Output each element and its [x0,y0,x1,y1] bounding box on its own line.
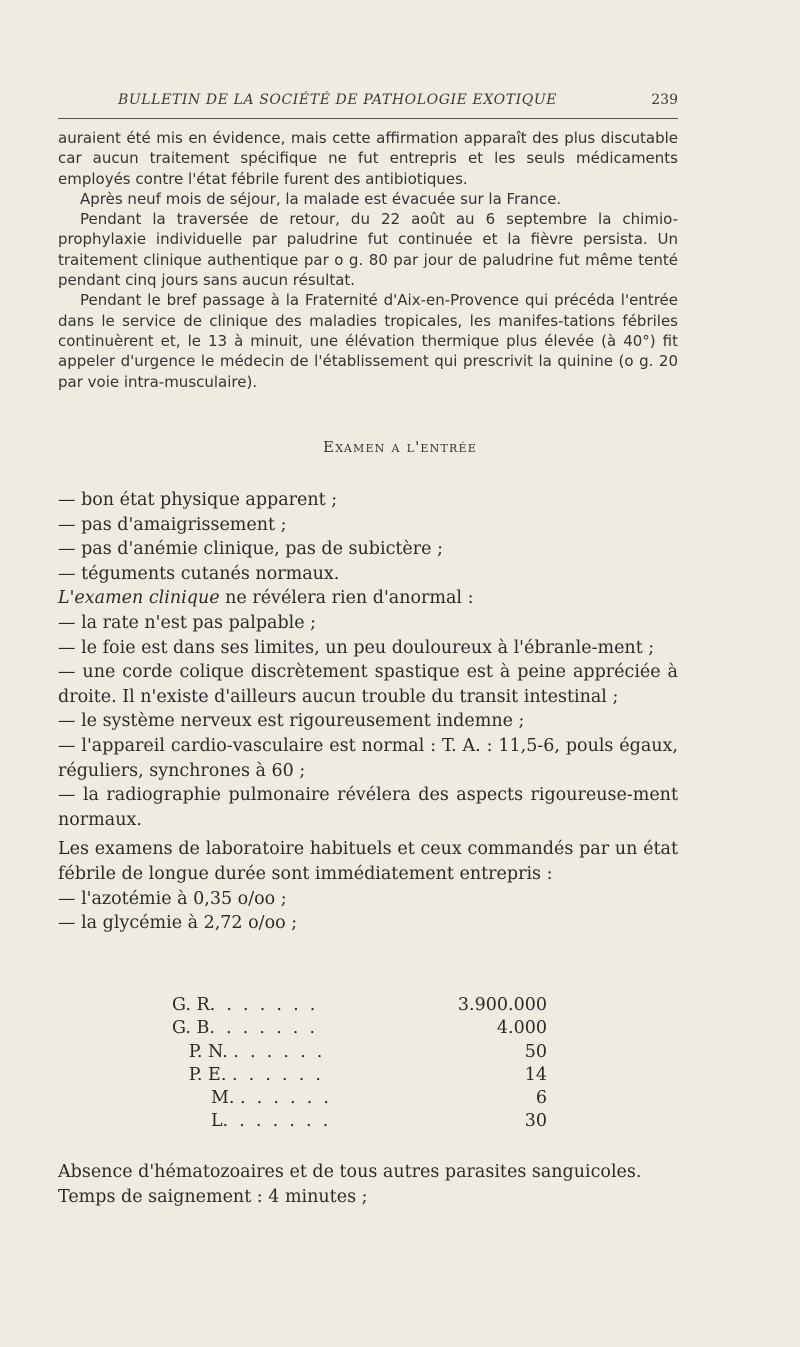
list-item: — la rate n'est pas palpable ; [58,612,317,633]
list-item: — téguments cutanés normaux. [58,563,340,584]
paragraph: Les examens de laboratoire habituels et ceux commandés par un état fébrile de longue durée sont immédiatement entrepris : [58,839,678,884]
table-row [172,1042,572,1065]
list-item: — l'azotémie à 0,35 o/oo ; [58,888,287,909]
table-row [172,995,572,1018]
row-label: L. . . . . . . [172,1111,329,1132]
paragraph: Temps de saignement : 4 minutes ; [58,1187,368,1207]
blood-count-table [172,995,572,1135]
table-row [172,1065,572,1088]
paragraph: Absence d'hématozoaires et de tous autres parasites sanguicoles. [58,1162,642,1182]
list-item: — le système nerveux est rigoureusement indemne ; [58,711,525,732]
row-label: G. R. . . . . . . [172,995,316,1015]
row-value: 50 [524,1041,547,1062]
paragraph: auraient été mis en évidence, mais cette affirmation apparaît des plus discutable car aucun traitement spécifique ne fut entrepris et les seuls médicaments employés contre l'état fébrile furent des antibiotiques. [58,129,678,188]
paragraph: Pendant la traversée de retour, du 22 août au 6 septembre la chimio-prophylaxie individuelle par paludrine fut continuée et la fièvre persista. Un traitement clinique authentique par o g. 80 par jour de paludrine fut même tenté pendant cinq jours sans aucun résultat. [58,210,678,290]
row-label: M. . . . . . . [172,1088,329,1109]
table-row [172,1111,572,1134]
list-item: — la glycémie à 2,72 o/oo ; [58,913,298,934]
row-label: G. B. . . . . . . [172,1018,316,1039]
table-row [172,1018,572,1041]
page-number: 239 [651,92,678,108]
section-heading: Examen a l'entrée [323,438,477,456]
list-item: — une corde colique discrètement spastique est à peine appréciée à droite. Il n'existe d'ailleurs aucun trouble du transit intestinal ; [58,662,678,707]
row-value: 30 [524,1111,547,1132]
row-value: 3.900.000 [457,995,547,1015]
list-item: — le foie est dans ses limites, un peu douloureux à l'ébranle-ment ; [58,637,655,658]
paragraph [58,586,678,611]
row-value: 4.000 [496,1018,547,1039]
running-title: BULLETIN DE LA SOCIÉTÉ DE PATHOLOGIE EXOTIQUE [118,92,558,108]
row-value: 14 [524,1064,547,1085]
row-label: P. N. . . . . . . [172,1041,323,1062]
list-item: — la radiographie pulmonaire révélera des aspects rigoureuse-ment normaux. [58,785,678,830]
paragraph: Après neuf mois de séjour, la malade est évacuée sur la France. [80,189,562,208]
row-value: 6 [535,1088,547,1109]
list-item: — bon état physique apparent ; [58,490,338,510]
paragraph: Pendant le bref passage à la Fraternité d'Aix-en-Provence qui précéda l'entrée dans le service de clinique des maladies tropicales, les manifes-tations fébriles continuèrent et, le 13 à minuit, une élévation thermique plus élevée (à 40°) fit appeler d'urgence le médecin de l'établissement qui prescrivit la quinine (o g. 20 par voie intra-musculaire). [58,291,678,391]
list-item: — l'appareil cardio-vasculaire est normal : T. A. : 11,5-6, pouls égaux, réguliers, synchrones à 60 ; [58,735,678,781]
row-label: P. E. . . . . . . [172,1064,321,1085]
paragraph-text: ne révélera rien d'anormal : [219,588,474,609]
page-header [58,84,678,119]
intro-text [58,128,678,392]
table-row [172,1088,572,1111]
closing-text [58,1160,678,1210]
exam-text [58,488,678,936]
list-item: — pas d'anémie clinique, pas de subictère ; [58,539,443,560]
italic-phrase: L'examen clinique [58,588,220,609]
list-item: — pas d'amaigrissement ; [58,514,287,535]
